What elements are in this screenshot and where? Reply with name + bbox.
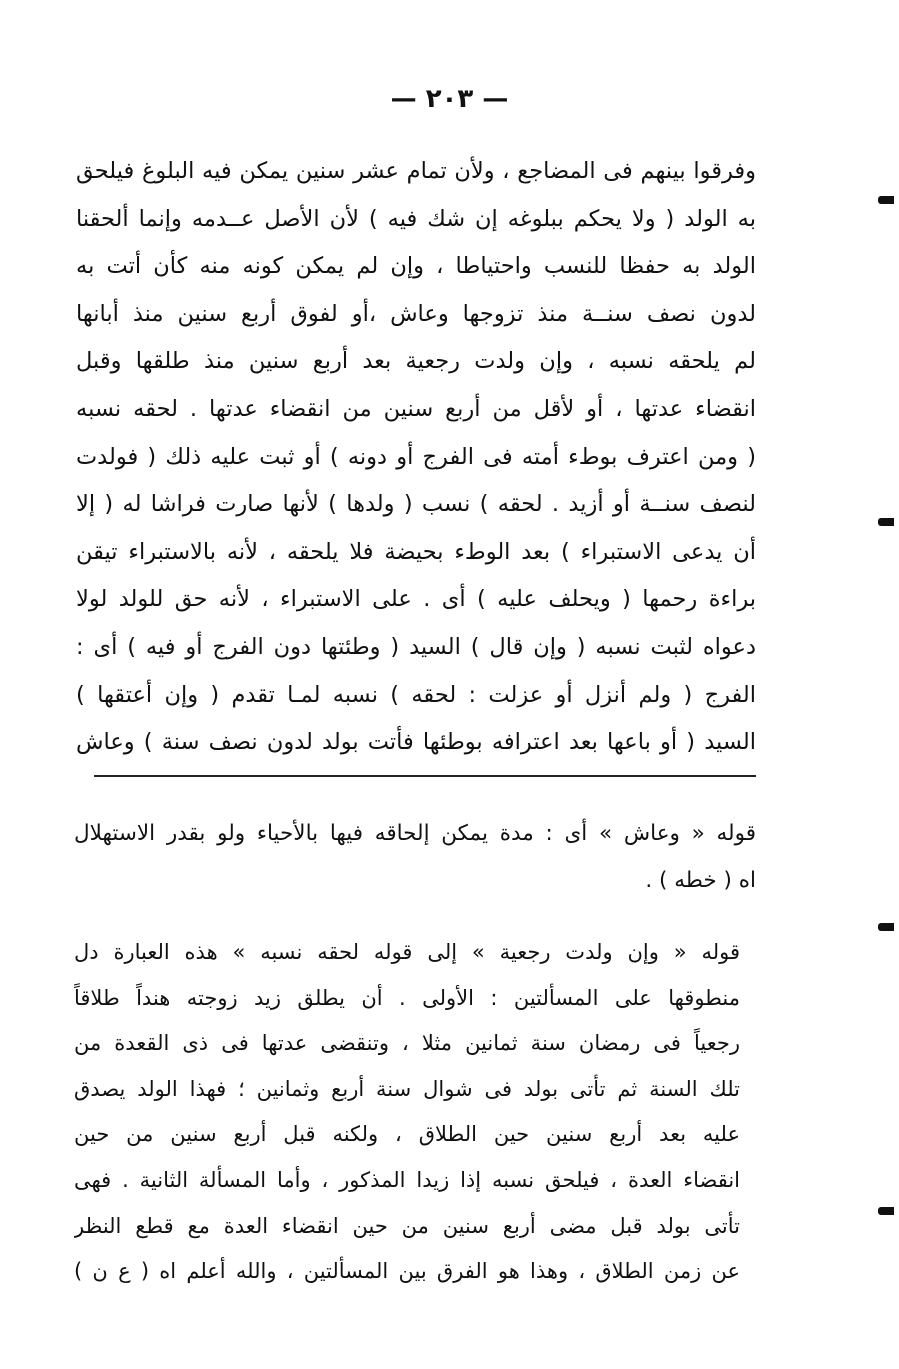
text-line: أن يدعى الاستبراء ) بعد الوطء بحيضة فلا يلحقه ، لأنه بالاستبراء تيقن [76,538,756,565]
footnote-line: تأتى بولد قبل مضى أربع سنين من حين انقضاء العدة مع قطع النظر [74,1213,740,1238]
footnote-line: تلك السنة ثم تأتى بولد فى شوال سنة أربع وثمانين ؛ فهذا الولد يصدق [74,1076,740,1101]
margin-mark [878,196,894,204]
text-line: السيد ( أو باعها بعد اعترافه بوطئها فأتت بولد لدون نصف سنة ) وعاش [76,729,756,756]
text-line: براءة رحمها ( ويحلف عليه ) أى . على الاستبراء ، لأنه حق للولد لولا [76,586,756,613]
page-number: — ٢٠٣ — [390,84,509,114]
footnote-line: انقضاء العدة ، فيلحق نسبه إذا زيدا المذكور ، وأما المسألة الثانية . فهى [74,1167,740,1192]
text-line: لم يلحقه نسبه ، وإن ولدت رجعية بعد أربع سنين منذ طلقها وقبل [76,348,756,375]
footnote-line: قوله « وإن ولدت رجعية » إلى قوله لحقه نسبه » هذه العبارة دل [74,940,740,964]
text-line: الفرج ( ولم أنزل أو عزلت : لحقه ) نسبه لمـا تقدم ( وإن أعتقها ) [76,681,756,708]
footnote-line: رجعياً فى رمضان سنة ثمانين مثلا ، وتنقضى عدتها فى ذى القعدة من [74,1031,740,1056]
footnote-line: عن زمن الطلاق ، وهذا هو الفرق بين المسألتين ، والله أعلم اه ( ع ن ) [74,1259,740,1284]
text-line: انقضاء عدتها ، أو لأقل من أربع سنين من انقضاء عدتها . لحقه نسبه [76,395,756,422]
footnote-line: عليه بعد أربع سنين حين الطلاق ، ولكنه قبل أربع سنين من حين [74,1122,740,1147]
footnote-line: منطوقها على المسألتين : الأولى . أن يطلق زيد زوجته هنداً طلاقاً [74,985,740,1010]
text-line: وفرقوا بينهم فى المضاجع ، ولأن تمام عشر سنين يمكن فيه البلوغ فيلحق [76,158,756,184]
margin-mark [878,1207,894,1215]
footnote-divider [94,775,756,777]
text-line: الولد به حفظا للنسب واحتياطا ، وإن لم يمكن كونه منه كأن أتت به [76,253,756,280]
footnote-line: اه ( خطه ) . [645,868,756,893]
footnote-2 [74,930,740,1295]
footnote-line: قوله « وعاش » أى : مدة يمكن إلحاقه فيها بالأحياء ولو بقدر الاستهلال [74,821,756,846]
footnote-1 [74,810,756,904]
main-text [76,148,756,767]
margin-mark [878,923,894,931]
text-line: به الولد ( ولا يحكم ببلوغه إن شك فيه ) لأن الأصل عــدمه وإنما ألحقنا [76,205,756,232]
text-line: دعواه لثبت نسبه ( وإن قال ) السيد ( وطئتها دون الفرج أو فيه ) أى : [76,633,756,660]
margin-mark [878,518,894,526]
text-line: لدون نصف سنــة منذ تزوجها وعاش ،أو لفوق أربع سنين منذ أبانها [76,300,756,327]
text-line: لنصف سنــة أو أزيد . لحقه ) نسب ( ولدها ) لأنها صارت فراشا له ( إلا [76,491,756,518]
text-line: ( ومن اعترف بوطء أمته فى الفرج أو دونه ) أو ثبت عليه ذلك ( فولدت [76,443,756,470]
